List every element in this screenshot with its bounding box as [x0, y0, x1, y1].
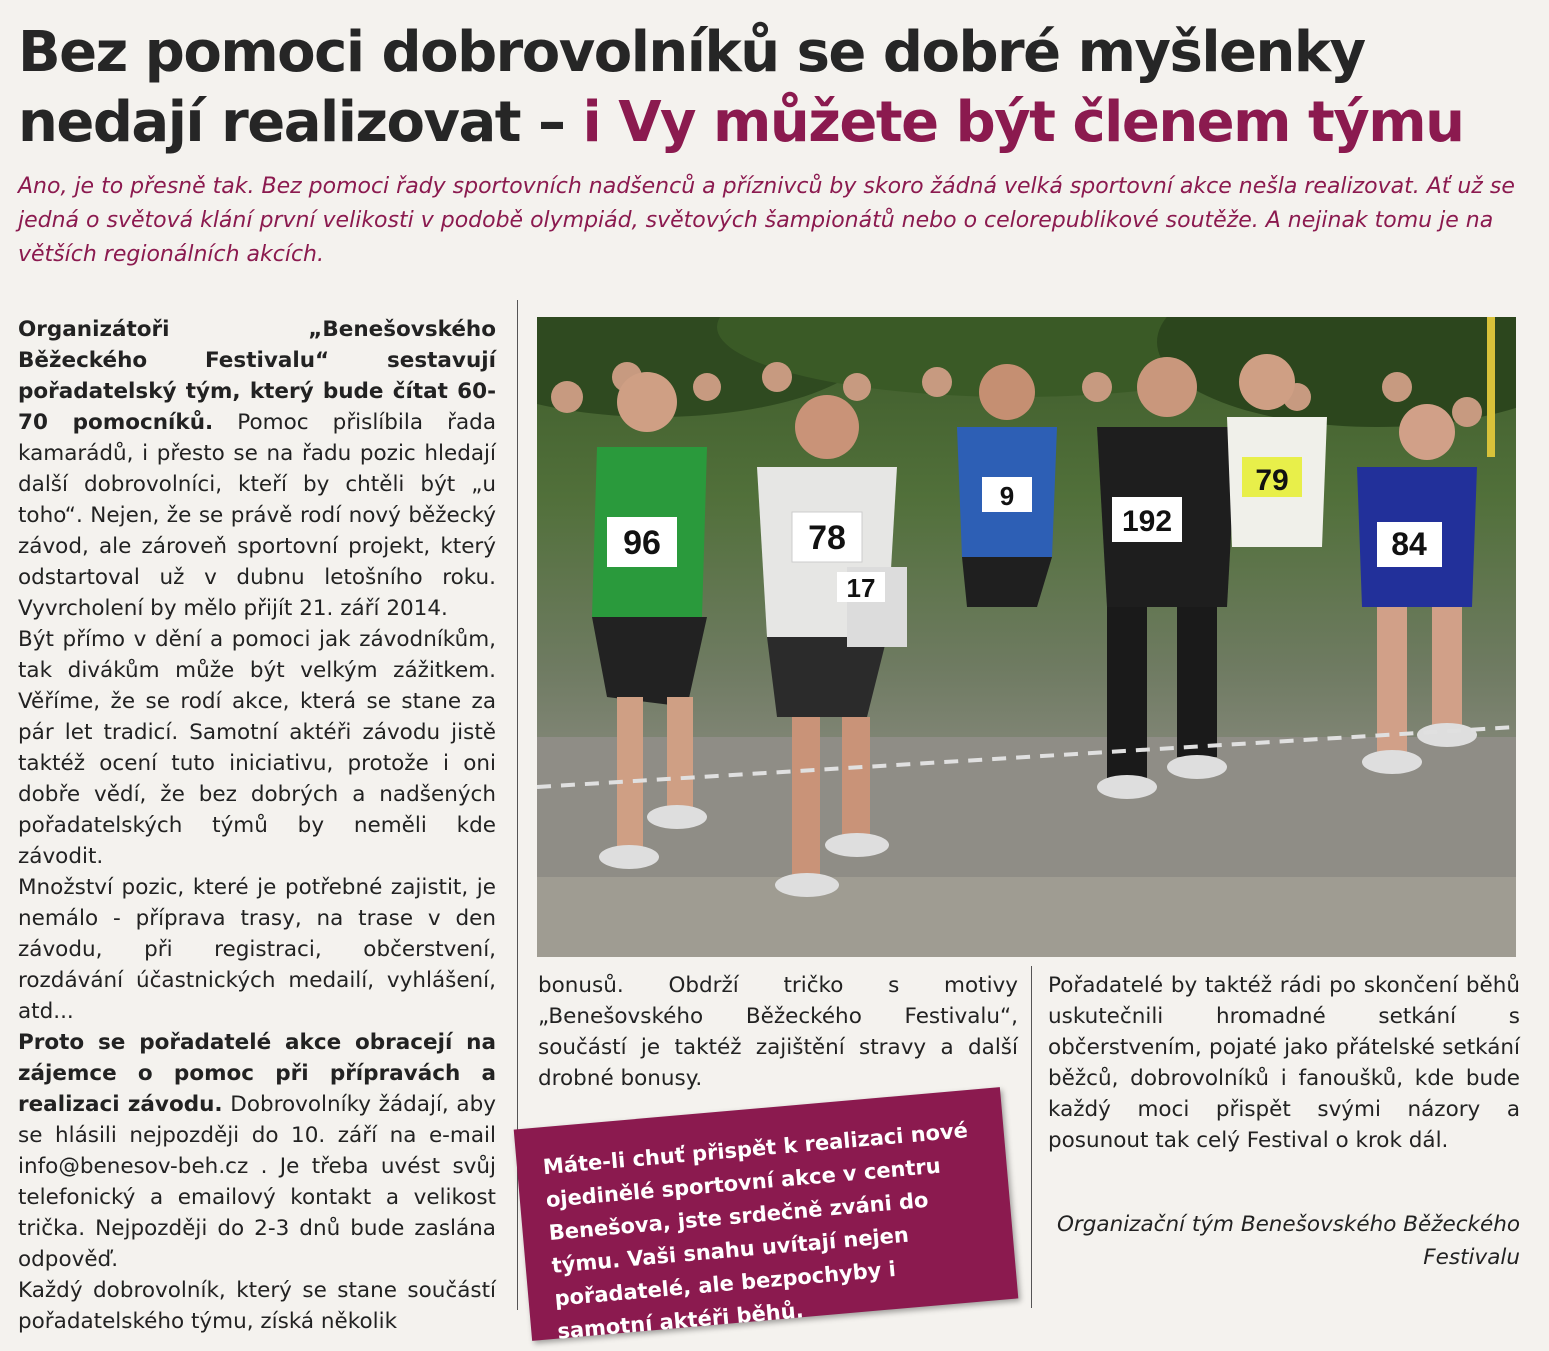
bib-79: 79 [1255, 464, 1289, 497]
bib-192: 192 [1121, 505, 1173, 538]
left-p1-text: Pomoc přislíbila řada kamarádů, i přesto se na řadu pozic hledají další dobrovolníci, kteří by chtěli být „u toho“. Nejen, že se právě rodí nový běžecký závod, ale zároveň sportovní projekt, který odstartoval už v dubnu letošního roku. Vyvrcholení by mělo přijít 21. září 2014. [18, 410, 496, 621]
bib-84: 84 [1391, 526, 1427, 562]
left-paragraph-1 [18, 314, 496, 624]
article-headline [18, 18, 1528, 158]
volunteer-callout-box: Máte-li chuť přispět k realizaci nové ojedinělé sportovní akce v centru Benešova, jste srdečně zváni do týmu. Vaši snahu uvítají nejen pořadatelé, ale bezpochyby i samotní aktéři běhů. [514, 1087, 1019, 1341]
headline-part-2: i Vy můžete být členem týmu [582, 90, 1464, 155]
left-column [18, 314, 496, 1337]
runner-84 [1357, 404, 1477, 757]
middle-column [538, 970, 1018, 1094]
bib-78: 78 [808, 519, 846, 557]
column-divider-2 [1031, 966, 1032, 1308]
bib-17: 17 [846, 573, 876, 603]
left-paragraph-4 [18, 1027, 496, 1275]
headline-part-1: Bez pomoci dobrovolníků se dobré myšlenky nedají realizovat – [18, 20, 1365, 155]
bib-9: 9 [999, 481, 1015, 511]
race-start-photo [537, 317, 1516, 957]
left-paragraph-5: Každý dobrovolník, který se stane součástí pořadatelského týmu, získá několik [18, 1278, 496, 1334]
left-p4-text: Dobrovolníky žádají, aby se hlásili nejpozději do 10. září na e-mail info@benesov-beh.cz . Je třeba uvést svůj telefonický a emailový kontakt a velikost trička. Nejpozději do 2-3 dnů bude zaslána odpověď. [18, 1092, 496, 1272]
right-column [1048, 970, 1520, 1156]
article-signature: Organizační tým Benešovského Běžeckého Festivalu [1056, 1212, 1520, 1270]
bib-96: 96 [623, 524, 661, 562]
left-p1-bold: Organizátoři „Benešovského Běžeckého Festivalu“ sestavují pořadatelský tým, který bude čítat 60-70 pomocníků. [18, 317, 496, 435]
left-paragraph-3: Množství pozic, které je potřebné zajistit, je nemálo - příprava trasy, na trase v den závodu, při registraci, občerstvení, rozdávání účastnických medailí, vyhlášení, atd... [18, 875, 496, 1024]
left-paragraph-2: Být přímo v dění a pomoci jak závodníkům, tak divákům může být velkým zážitkem. Věříme, že se rodí akce, která se stane za pár let tradicí. Samotní aktéři závodu jistě taktéž ocení tuto iniciativu, protože i oni dobře vědí, že bez dobrých a nadšených pořadatelských týmů by neměli kde závodit. [18, 627, 496, 869]
runner-192 [1097, 357, 1237, 787]
right-paragraph-1: Pořadatelé by taktéž rádi po skončení běhů uskutečnili hromadné setkání s občerstvením, pojaté jako přátelské setkání běžců, dobrovolníků i fanoušků, kde bude každý moci přispět svými názory a posunout tak celý Festival o krok dál. [1048, 973, 1520, 1153]
runners-illustration [537, 317, 1516, 957]
left-p4-bold: Proto se pořadatelé akce obracejí na zájemce o pomoc při přípravách a realizaci závodu. [18, 1030, 496, 1117]
middle-paragraph-1: bonusů. Obdrží tričko s motivy „Benešovského Běžeckého Festivalu“, součástí je taktéž zajištění stravy a další drobné bonusy. [538, 973, 1018, 1091]
article-lead: Ano, je to přesně tak. Bez pomoci řady sportovních nadšenců a příznivců by skoro žádná velká sportovní akce nešla realizovat. Ať už se jedná o světová klání první velikosti v podobě olympiád, světových šampionátů nebo o celorepublikové soutěže. A nejinak tomu je na větších regionálních akcích. [18, 174, 1515, 267]
